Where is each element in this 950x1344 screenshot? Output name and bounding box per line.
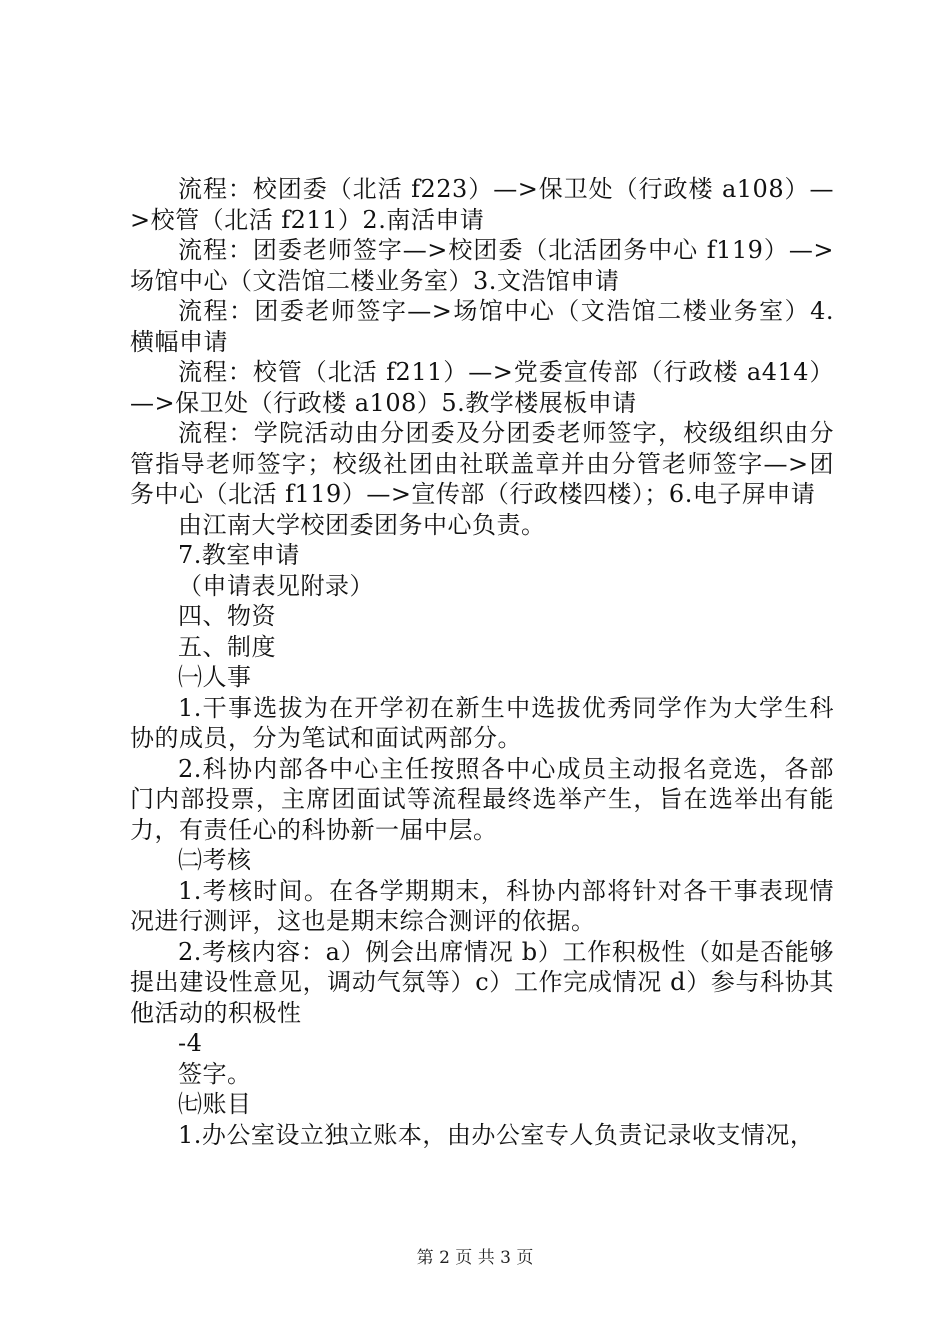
paragraph-flow-4: 流程：校管（北活 f211）—>党委宣传部（行政楼 a414）—>保卫处（行政楼 a108）5.教学楼展板申请 [130,358,834,417]
page-footer: 第 2 页 共 3 页 [416,1248,534,1268]
paragraph-assessment-2: 2.考核内容：a）例会出席情况 b）工作积极性（如是否能够提出建设性意见，调动气氛等）c）工作完成情况 d）参与科协其他活动的积极性 [130,937,834,1027]
heading-accounts: ㈦账目 [178,1090,252,1118]
paragraph-classroom-apply: 7.教室申请 [178,541,300,569]
paragraph-personnel-2: 2.科协内部各中心主任按照各中心成员主动报名竞选，各部门内部投票，主席团面试等流程最终选举产生，旨在选举出有能力，有责任心的科协新一届中层。 [130,754,834,844]
paragraph-accounts-1: 1.办公室设立独立账本，由办公室专人负责记录收支情况， [178,1120,815,1149]
paragraph-flow-5: 流程：学院活动由分团委及分团委老师签字，校级组织由分管指导老师签字；校级社团由社联盖章并由分管老师签字—>团务中心（北活 f119）—>宣传部（行政楼四楼）；6.电子屏申请 [130,419,834,508]
heading-personnel: ㈠人事 [178,663,252,691]
heading-assessment: ㈡考核 [178,846,252,874]
paragraph-assessment-1: 1.考核时间。在各学期期末，科协内部将针对各干事表现情况进行测评，这也是期末综合测评的依据。 [130,876,834,935]
paragraph-flow-2: 流程：团委老师签字—>校团委（北活团务中心 f119）—>场馆中心（文浩馆二楼业务室）3.文浩馆申请 [130,236,834,295]
document-body [130,174,834,1150]
heading-rules: 五、制度 [178,632,276,661]
paragraph-fragment-sign: 签字。 [178,1059,252,1088]
heading-materials: 四、物资 [178,602,276,630]
paragraph-screen-responsible: 由江南大学校团委团务中心负责。 [178,510,546,539]
paragraph-personnel-1: 1.干事选拔为在开学初在新生中选拔优秀同学作为大学生科协的成员，分为笔试和面试两部分。 [130,693,834,752]
paragraph-appendix-note: （申请表见附录） [178,571,374,600]
paragraph-flow-3: 流程：团委老师签字—>场馆中心（文浩馆二楼业务室）4.横幅申请 [130,297,834,356]
paragraph-flow-1: 流程：校团委（北活 f223）—>保卫处（行政楼 a108）—>校管（北活 f211）2.南活申请 [130,175,834,234]
paragraph-fragment-number: -4 [178,1029,203,1057]
